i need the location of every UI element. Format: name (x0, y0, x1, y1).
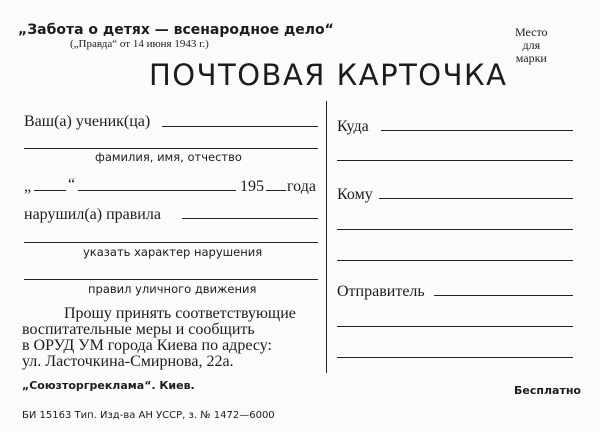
card-title: ПОЧТОВАЯ КАРТОЧКА (149, 58, 508, 92)
request-line: воспитательные меры и сообщить (22, 321, 255, 338)
stamp-place (515, 26, 548, 65)
violated-label: нарушил(а) правила (24, 206, 161, 223)
free-postage: Бесплатно (514, 384, 581, 397)
violation-line-2 (24, 242, 318, 243)
violation-line (182, 218, 318, 219)
student-name-line (162, 126, 318, 127)
date-day-line (34, 190, 66, 191)
publisher: „Союзторгреклама“. Киев. (22, 379, 195, 392)
address-line (381, 130, 573, 131)
stamp-place-line: марки (515, 51, 547, 65)
request-line: Прошу принять соответствующие (64, 305, 296, 322)
date-year-line (266, 190, 286, 191)
date-month-line (78, 190, 236, 191)
date-open-quote: „ (24, 178, 32, 195)
date-close-quote: “ (68, 176, 76, 193)
to-where-label: Куда (337, 118, 369, 135)
recipient-line (379, 198, 573, 199)
motto-source: („Правда“ от 14 июня 1943 г.) (70, 38, 209, 50)
sender-line (337, 326, 573, 327)
traffic-line (24, 279, 318, 280)
date-year-prefix: 195 (240, 178, 264, 195)
recipient-line (337, 229, 573, 230)
sender-line (434, 295, 573, 296)
name-caption: фамилия, имя, отчество (95, 150, 242, 164)
motto: „Забота о детях — всенародное дело“ (18, 22, 334, 38)
to-whom-label: Кому (337, 186, 373, 203)
stamp-place-line: Место (515, 25, 548, 39)
print-imprint: БИ 15163 Тип. Изд-ва АН УССР, з. № 1472—6000 (22, 410, 275, 421)
student-label: Ваш(а) ученик(ца) (24, 113, 151, 130)
date-year-suffix: года (287, 178, 316, 195)
request-line: в ОРУД УМ города Киева по адресу: (22, 337, 272, 354)
stamp-place-line: для (522, 38, 541, 52)
traffic-caption: правил уличного движения (88, 282, 257, 296)
center-divider (326, 101, 327, 373)
request-text (22, 306, 296, 370)
request-line: ул. Ласточкина-Смирнова, 22а. (22, 353, 234, 370)
violation-caption: указать характер нарушения (83, 245, 263, 259)
address-line (337, 160, 573, 161)
recipient-line (337, 260, 573, 261)
sender-label: Отправитель (337, 283, 425, 300)
sender-line (337, 357, 573, 358)
student-name-line-2 (24, 148, 318, 149)
